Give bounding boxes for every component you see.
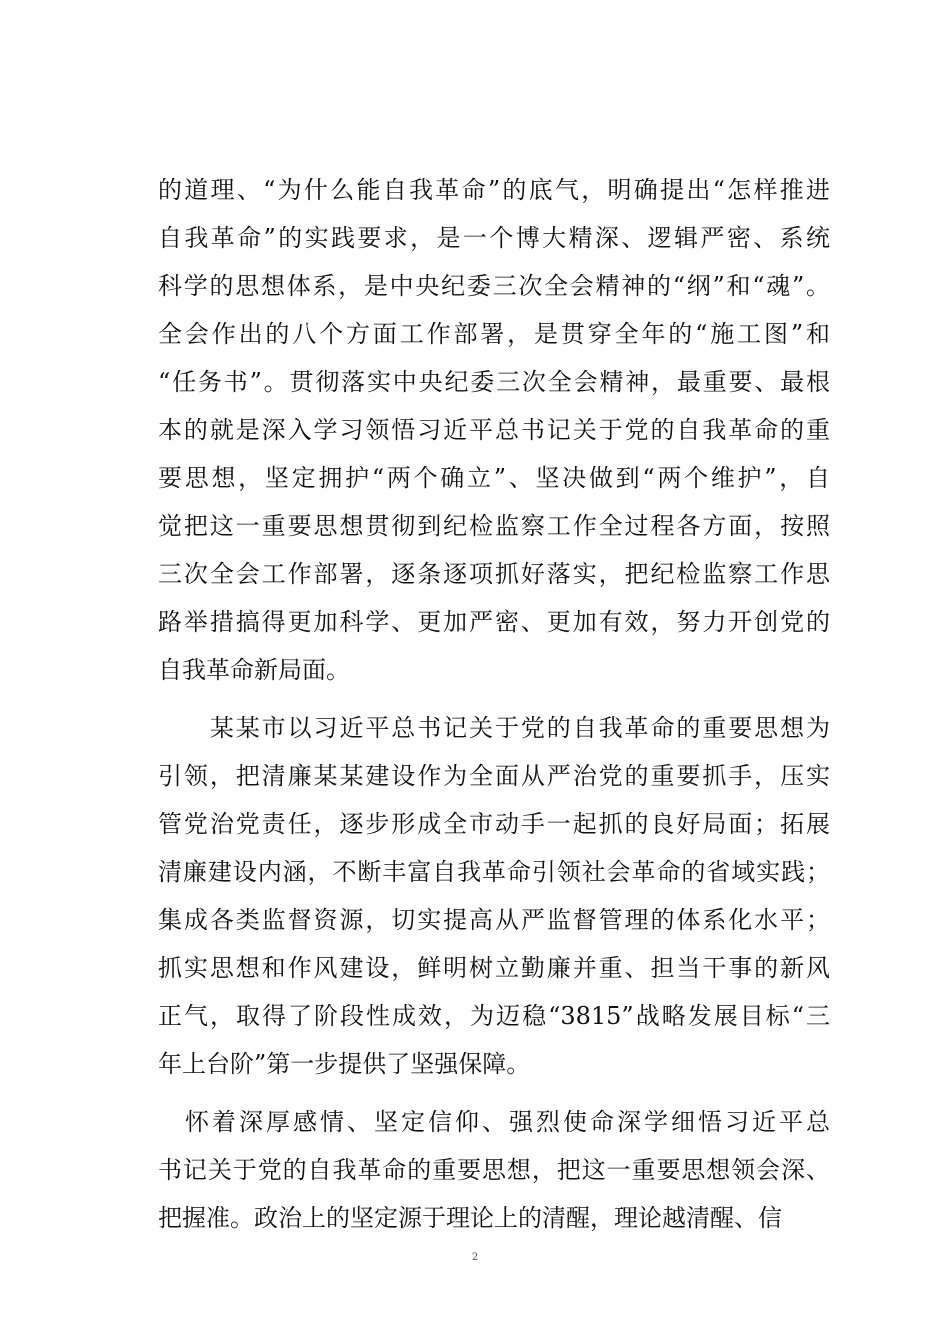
text-line: 年上台阶”第一步提供了坚强保障。: [158, 1050, 531, 1078]
text-line: 引领，把清廉某某建设作为全面从严治党的重要抓手，压实: [158, 762, 830, 790]
text-line: 某某市以习近平总书记关于党的自我革命的重要思想为: [158, 714, 830, 742]
text-line: 自我革命新局面。: [158, 656, 350, 684]
paragraph: [158, 1098, 830, 1242]
text-line: 自我革命”的实践要求，是一个博大精深、逻辑严密、系统: [158, 224, 830, 252]
text-line: 路举措搞得更加科学、更加严密、更加有效，努力开创党的: [158, 608, 830, 636]
text-line: 觉把这一重要思想贯彻到纪检监察工作全过程各方面，按照: [158, 512, 830, 540]
text-line: 抓实思想和作风建设，鲜明树立勤廉并重、担当干事的新风: [158, 954, 830, 982]
text-line: “任务书”。贯彻落实中央纪委三次全会精神，最重要、最根: [158, 368, 830, 396]
text-line: 本的就是深入学习领悟习近平总书记关于党的自我革命的重: [158, 416, 830, 444]
text-line: 正气，取得了阶段性成效，为迈稳“3815”战略发展目标“三: [158, 1002, 830, 1030]
text-line: 怀着深厚感情、坚定信仰、强烈使命深学细悟习近平总: [158, 1108, 830, 1136]
text-line: 把握准。政治上的坚定源于理论上的清醒，理论越清醒、信: [158, 1204, 782, 1232]
paragraph-gap: [158, 694, 830, 704]
paragraph: [158, 704, 830, 1088]
text-line: 集成各类监督资源，切实提高从严监督管理的体系化水平；: [158, 906, 830, 934]
page-number: 2: [471, 1252, 479, 1263]
body-text: [158, 166, 830, 1242]
text-line: 的道理、“为什么能自我革命”的底气，明确提出“怎样推进: [158, 176, 830, 204]
paragraph-gap: [158, 1088, 830, 1098]
text-line: 要思想，坚定拥护“两个确立”、坚决做到“两个维护”，自: [158, 464, 830, 492]
text-line: 管党治党责任，逐步形成全市动手一起抓的良好局面；拓展: [158, 810, 830, 838]
text-line: 三次全会工作部署，逐条逐项抓好落实，把纪检监察工作思: [158, 560, 830, 588]
text-line: 清廉建设内涵，不断丰富自我革命引领社会革命的省域实践；: [158, 858, 830, 886]
paragraph: [158, 166, 830, 694]
text-line: 全会作出的八个方面工作部署，是贯穿全年的“施工图”和: [158, 320, 830, 348]
text-line: 书记关于党的自我革命的重要思想，把这一重要思想领会深、: [158, 1156, 830, 1184]
text-line: 科学的思想体系，是中央纪委三次全会精神的“纲”和“魂”。: [158, 272, 830, 300]
